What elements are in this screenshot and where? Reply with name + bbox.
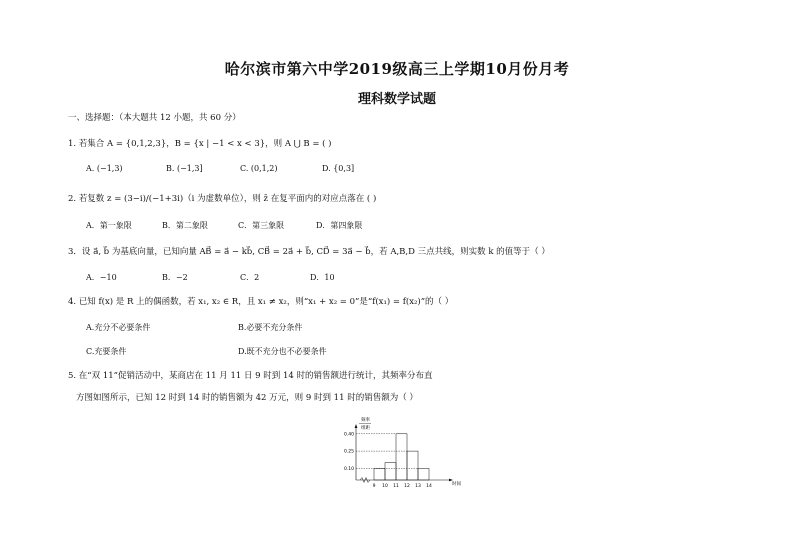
question-2-option-c: C．第三象限: [238, 221, 285, 230]
question-2-option-d: D．第四象限: [316, 221, 363, 230]
chart-y-axis-arrow: [355, 424, 358, 428]
chart-y-tick-label: 0.10: [343, 466, 354, 472]
histogram-bar: [374, 468, 385, 480]
chart-y-tick-label: 0.25: [343, 449, 354, 455]
chart-ylabel-bottom: 组距: [361, 426, 370, 431]
question-1-option-a: A. (−1,3): [86, 164, 123, 173]
question-1-option-d: D. {0,3]: [322, 164, 355, 173]
histogram-bar: [407, 451, 418, 480]
question-1-option-c: C. (0,1,2): [240, 164, 278, 173]
question-5-stem-line-2: 方图如图所示，已知 12 时到 14 时的销售额为 42 万元，则 9 时到 11 时的销售额为（ ）: [76, 393, 418, 403]
chart-xlabel: 时间: [452, 482, 461, 487]
histogram-bar: [418, 468, 429, 480]
question-3-option-b: B．−2: [162, 273, 188, 282]
chart-x-tick-label: 14: [426, 484, 432, 489]
question-2-option-b: B．第二象限: [162, 221, 208, 230]
chart-x-tick-label: 12: [404, 484, 410, 489]
histogram-bar: [385, 463, 396, 480]
question-3-option-a: A．−10: [86, 273, 117, 282]
page-title: 哈尔滨市第六中学2019级高三上学期10月份月考: [224, 60, 570, 78]
chart-ylabel-top: 频率: [361, 418, 370, 423]
chart-x-tick-label: 11: [393, 484, 399, 489]
question-4-option-a: A.充分不必要条件: [86, 323, 151, 332]
question-4-stem: 4. 已知 f(x) 是 R 上的偶函数，若 x₁, x₂ ∈ R，且 x₁ ≠ x₂，则“x₁ + x₂ = 0”是“f(x₁) = f(x₂)”的（ ）: [68, 297, 454, 307]
frequency-histogram: [334, 412, 474, 494]
question-2-stem: 2. 若复数 z = (3−i)/(−1+3i)（i 为虚数单位），则 z̄ 在复平面内的对应点落在 ( ): [68, 194, 377, 204]
question-3-stem: 3．设 a⃗, b⃗ 为基底向量，已知向量 AB⃗ = a⃗ − kb⃗, CB⃗ = 2a⃗ + b⃗, CD⃗ = 3a⃗ − b⃗，若 A,B,D 三点共线，则实数 k 的值等于（ ）: [68, 247, 550, 257]
question-1-option-b: B. (−1,3]: [166, 164, 203, 173]
question-3-option-c: C．2: [240, 273, 260, 282]
chart-x-axis-arrow: [449, 479, 453, 482]
question-5-stem-line-1: 5. 在“双 11”促销活动中，某商店在 11 月 11 日 9 时到 14 时的销售额进行统计，其频率分布直: [68, 371, 433, 381]
chart-x-tick-label: 13: [415, 484, 421, 489]
histogram-bar: [396, 434, 407, 480]
question-2-option-a: A．第一象限: [86, 221, 132, 230]
section-heading: 一、选择题：（本大题共 12 小题，共 60 分）: [68, 113, 241, 123]
chart-y-tick-label: 0.40: [343, 432, 354, 438]
question-4-option-d: D.既不充分也不必要条件: [238, 347, 327, 356]
chart-x-tick-label: 9: [372, 484, 376, 489]
question-4-option-b: B.必要不充分条件: [238, 323, 303, 332]
question-1-stem: 1. 若集合 A = {0,1,2,3}，B = {x | −1 < x < 3}，则 A ⋃ B = ( ): [68, 139, 332, 149]
chart-x-tick-label: 10: [382, 484, 388, 489]
question-3-option-d: D．10: [310, 273, 335, 282]
question-4-option-c: C.充要条件: [86, 347, 127, 356]
page-subtitle: 理科数学试题: [357, 92, 436, 107]
